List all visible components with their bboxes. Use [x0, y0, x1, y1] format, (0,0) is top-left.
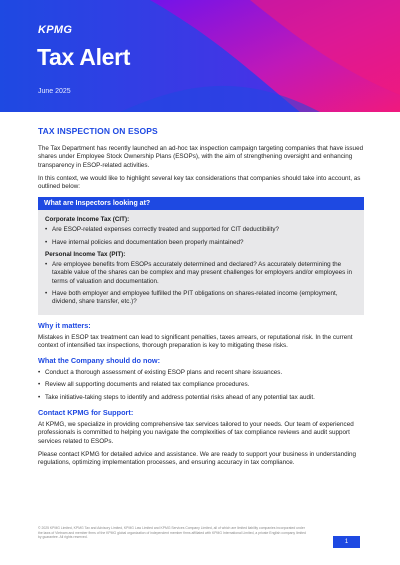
- intro-paragraph: The Tax Department has recently launched an ad-hoc tax inspection campaign targeting companies that have issued shares under Employee Stock Ownership Plans (ESOPs), with the aim of strengthening oversight and enhancing transparency in ESOP-related activities.: [38, 145, 364, 169]
- contact-paragraph: Please contact KPMG for detailed advice and assistance. We are ready to support your business in understanding regulations, optimizing implementation processes, and ensuring accuracy in tax compliance.: [38, 450, 357, 467]
- todo-list: [38, 369, 364, 402]
- publication-date: June 2025: [38, 88, 71, 95]
- list-item: • Take initiative-taking steps to identify and address potential risks ahead of any potential tax audit.: [38, 394, 364, 402]
- page-title: Tax Alert: [37, 44, 131, 70]
- list-item: • Are ESOP-related expenses correctly treated and supported for CIT deductibility?: [45, 226, 357, 234]
- todo-heading: What the Company should do now:: [38, 356, 161, 366]
- intro-paragraph: In this context, we would like to highlight several key tax considerations that companies should take into account, as outlined below:: [38, 174, 361, 191]
- list-item: • Conduct a thorough assessment of existing ESOP plans and recent share issuances.: [38, 369, 364, 377]
- cit-list: [45, 226, 357, 247]
- contact-paragraph: At KPMG, we specialize in providing comprehensive tax services tailored to your needs. Our team of experienced professionals is committed to helping you navigate the complexities of tax compliance reviews and audit support services related to ESOPs.: [38, 421, 354, 445]
- page-number: 1: [333, 536, 360, 548]
- inspectors-box-title: What are Inspectors looking at?: [38, 197, 364, 210]
- main-content: [38, 126, 364, 473]
- pit-list: [45, 261, 357, 306]
- list-item: • Have internal policies and documentation been properly maintained?: [45, 239, 357, 247]
- inspectors-box-body: [38, 210, 364, 314]
- article-heading: TAX INSPECTION ON ESOPS: [38, 126, 158, 136]
- list-item: • Are employee benefits from ESOPs accurately determined and declared? As accurately determining the taxable value of the shares can be complex and may present challenges for employers and/or employees in terms of valuation and documentation.: [45, 261, 357, 286]
- why-paragraph: Mistakes in ESOP tax treatment can lead to significant penalties, taxes arrears, or reputational risk. In the current context of intensified tax inspections, thorough preparation is key to mitigating these risks.: [38, 333, 353, 349]
- footer-disclaimer: © 2025 KPMG Limited, KPMG Tax and Advisory Limited, KPMG Law Limited and KPMG Services Company Limited, all of which are limited liability companies incorporated under the laws of Vietnam and member firms of the KPMG global organization of independent member firms affiliated with KPMG International Limited, a private English company limited by guarantee. All rights reserved.: [38, 526, 306, 540]
- pit-heading: Personal Income Tax (PIT):: [45, 251, 126, 259]
- contact-heading: Contact KPMG for Support:: [38, 408, 134, 418]
- kpmg-logo: KPMG: [38, 24, 73, 36]
- inspectors-box: [38, 197, 364, 314]
- why-heading: Why it matters:: [38, 320, 91, 330]
- cit-heading: Corporate Income Tax (CIT):: [45, 216, 130, 224]
- hero-banner: [0, 0, 400, 112]
- list-item: • Review all supporting documents and related tax compliance procedures.: [38, 381, 364, 389]
- list-item: • Have both employer and employee fulfilled the PIT obligations on shares-related income (employment, dividend, share transfer, etc.)?: [45, 290, 357, 307]
